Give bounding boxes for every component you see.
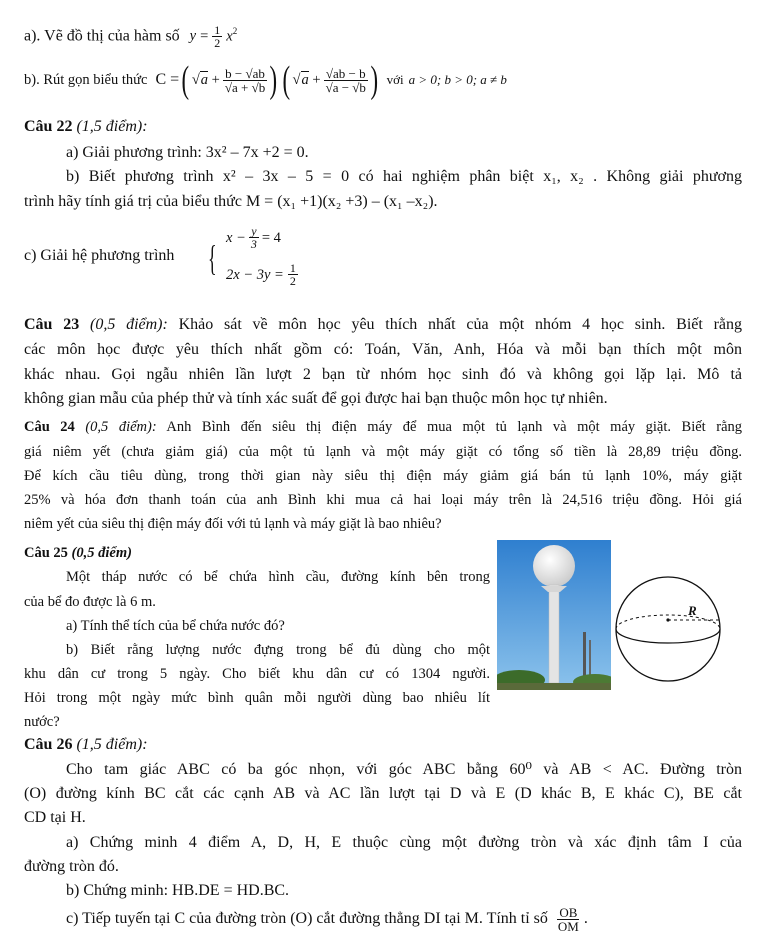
q26-l3: CD tại H. xyxy=(24,809,86,826)
q22-sys2-num: 1 xyxy=(289,261,296,275)
q25-l1: Một tháp nước có bể chứa hình cầu, đường kính bên trong xyxy=(66,569,490,585)
q22-heading xyxy=(24,118,148,136)
q24-l1: Anh Bình đến siêu thị điện máy để mua một tủ lạnh và một máy giặt. Biết rằng xyxy=(166,419,743,435)
q21-a-eq: = xyxy=(200,28,209,45)
q23-l2: các môn học được yêu thích nhất gồm có: Toán, Văn, Anh, Hóa và mỗi bạn thích một môn xyxy=(24,341,742,358)
q21-b-rparen2: ) xyxy=(370,59,379,101)
q25-title: Câu 25 xyxy=(24,545,68,561)
q25-l6: Hỏi trong một ngày mức bình quân mỗi người dùng bao nhiêu lít xyxy=(24,690,490,706)
sphere-center xyxy=(666,618,669,621)
q26-ratio-end: . xyxy=(583,910,588,927)
q21-b-lparen1: ( xyxy=(181,59,190,101)
q25-points: (0,5 điểm) xyxy=(71,545,132,561)
q26-title: Câu 26 xyxy=(24,736,73,753)
q21-b-a1: a xyxy=(200,72,209,88)
q21-b-cond-prefix: với xyxy=(386,72,404,87)
water-tower-photo xyxy=(497,540,611,690)
q21-b: b). Rút gọn biểu thức C = ( √a + $\frac{b - √ab}{√a + √b}$ ) ( √a + $\frac{√ab - b}{√a - √b}$ ) với a > 0; b > 0; a ≠ b xyxy=(24,59,507,101)
q21-b-frac2 xyxy=(324,67,368,94)
q26-ratio-den: OM xyxy=(557,918,579,934)
q26-l6: b) Chứng minh: HB.DE = HD.BC. xyxy=(66,882,290,899)
q23-l1: Khảo sát về môn học yêu thích nhất của một nhóm 4 học sinh. Biết rằng xyxy=(178,316,743,333)
q22-system-eq1 xyxy=(226,225,281,250)
q22-sys2-frac xyxy=(288,262,298,287)
q21-a-text: a). Vẽ đồ thị của hàm số xyxy=(24,27,180,45)
q21-a-den: 2 xyxy=(214,36,221,51)
q22-sys1-a: x − xyxy=(226,229,246,246)
sphere-radius-label: R xyxy=(688,603,697,618)
q22-title: Câu 22 xyxy=(24,118,73,135)
q22-sys1-b: = 4 xyxy=(261,229,281,246)
q25-l2: của bể đo được là 6 m. xyxy=(24,594,156,610)
q26-l4: a) Chứng minh 4 điểm A, D, H, E thuộc cùng một đường tròn và xác định tâm I của xyxy=(66,834,742,851)
q26-ratio-num: OB xyxy=(559,904,578,920)
q21-a-num: 1 xyxy=(214,23,221,38)
sphere-equator-back xyxy=(616,615,720,629)
q21-a xyxy=(24,22,237,49)
q24-l5: niêm yết của siêu thị điện máy đối với tủ lạnh và máy giặt là bao nhiêu? xyxy=(24,516,442,532)
q21-b-den2: √a − √b xyxy=(325,79,366,95)
q25-l3: a) Tính thể tích của bể chứa nước đó? xyxy=(66,618,285,634)
q26-ratio xyxy=(556,906,581,933)
q25-heading xyxy=(24,544,132,562)
q22-a: a) Giải phương trình: 3x² – 7x +2 = 0. xyxy=(66,144,309,161)
q26-heading xyxy=(24,736,148,754)
q22-points: (1,5 điểm): xyxy=(76,118,148,135)
q26-l5: đường tròn đó. xyxy=(24,858,119,875)
q21-b-num1: b − √ab xyxy=(225,65,265,81)
light-pole xyxy=(583,632,586,682)
ground xyxy=(497,683,611,690)
q22-sys2-a: 2x − 3y = xyxy=(226,266,284,283)
q21-a-exp: 2 xyxy=(232,26,238,36)
q23-title: Câu 23 xyxy=(24,316,80,333)
q21-a-frac xyxy=(212,24,222,49)
q21-a-x: x xyxy=(226,28,233,45)
q21-b-rparen1: ) xyxy=(269,59,278,101)
q21-b-a2: a xyxy=(301,72,309,88)
q22-c: c) Giải hệ phương trình xyxy=(24,247,175,264)
q21-a-y: y xyxy=(189,28,197,45)
q22-system-brace: { xyxy=(208,238,217,278)
q21-b-cond: a > 0; b > 0; a ≠ b xyxy=(408,72,507,87)
q22-system-eq2 xyxy=(226,262,298,287)
q24-points: (0,5 điểm): xyxy=(85,419,157,435)
q22-sys1-num: y xyxy=(251,224,257,238)
q24-line1 xyxy=(24,418,742,436)
q26-l1: Cho tam giác ABC có ba góc nhọn, với góc ABC bằng 60⁰ và AB < AC. Đường tròn xyxy=(66,761,742,778)
sphere-outline xyxy=(616,577,720,681)
q24-l4: 25% và hóa đơn thanh toán của anh Bình khi mua cả hai loại máy trên là 24,516 triệu đồng. Hỏi giá xyxy=(24,492,742,508)
q23-l4: không gian mẫu của phép thử và tính xác suất để gọi được hai bạn thuộc môn học tự nhiên. xyxy=(24,390,608,407)
q24-title: Câu 24 xyxy=(24,419,75,435)
sphere-diagram xyxy=(612,572,724,686)
q21-b-text: b). Rút gọn biểu thức xyxy=(24,72,148,88)
q22-b1: b) Biết phương trình x² – 3x – 5 = 0 có hai nghiệm phân biệt x₁, x₂ . Không giải phương xyxy=(66,168,742,185)
q21-b-C: C = xyxy=(155,71,180,88)
q22-b2: trình hãy tính giá trị của biểu thức M = (x₁ +1)(x₂ +3) – (x₁ –x₂). xyxy=(24,193,438,210)
q26-points: (1,5 điểm): xyxy=(76,736,148,753)
q25-l5: khu dân cư trong 5 ngày. Cho biết khu dân cư có 1304 người. xyxy=(24,666,490,682)
q26-l7: c) Tiếp tuyến tại C của đường tròn (O) cắt đường thẳng DI tại M. Tính tỉ số xyxy=(66,910,548,927)
q23-points: (0,5 điểm): xyxy=(89,316,168,333)
q24-l2: giá niêm yết (chưa giảm giá) của một tủ lạnh và một máy giặt có tổng số tiền là 28,89 triệu đồng. xyxy=(24,444,742,460)
q21-b-frac1 xyxy=(223,67,267,94)
q23-l3: khác nhau. Gọi ngẫu nhiên lần lượt 2 bạn từ nhóm học sinh đó và không gọi lặp lại. Mô tả xyxy=(24,366,742,383)
q21-b-lparen2: ( xyxy=(282,59,290,101)
q25-l4: b) Biết rằng lượng nước đựng trong bể đủ dùng cho một xyxy=(66,642,490,658)
tower-column xyxy=(549,585,559,683)
q21-b-num2: √ab − b xyxy=(325,65,366,81)
tower-tank xyxy=(533,545,575,587)
q26-line7 xyxy=(66,904,588,934)
q22-sys1-den: 3 xyxy=(250,237,257,251)
q26-l2: (O) đường kính BC cắt các cạnh AB và AC lần lượt tại D và E (D khác B, E khác C), BE cắt xyxy=(24,785,742,802)
sphere-equator-front xyxy=(616,629,720,643)
q24-l3: Để kích cầu tiêu dùng, trong thời gian này siêu thị điện máy giảm giá bán tủ lạnh 10%, máy giặt xyxy=(24,468,742,484)
q22-sys1-frac xyxy=(249,225,259,250)
q25-l7: nước? xyxy=(24,714,60,730)
q23-line1 xyxy=(24,316,742,334)
q21-b-den1: √a + √b xyxy=(224,79,266,95)
q22-sys2-den: 2 xyxy=(289,274,296,288)
